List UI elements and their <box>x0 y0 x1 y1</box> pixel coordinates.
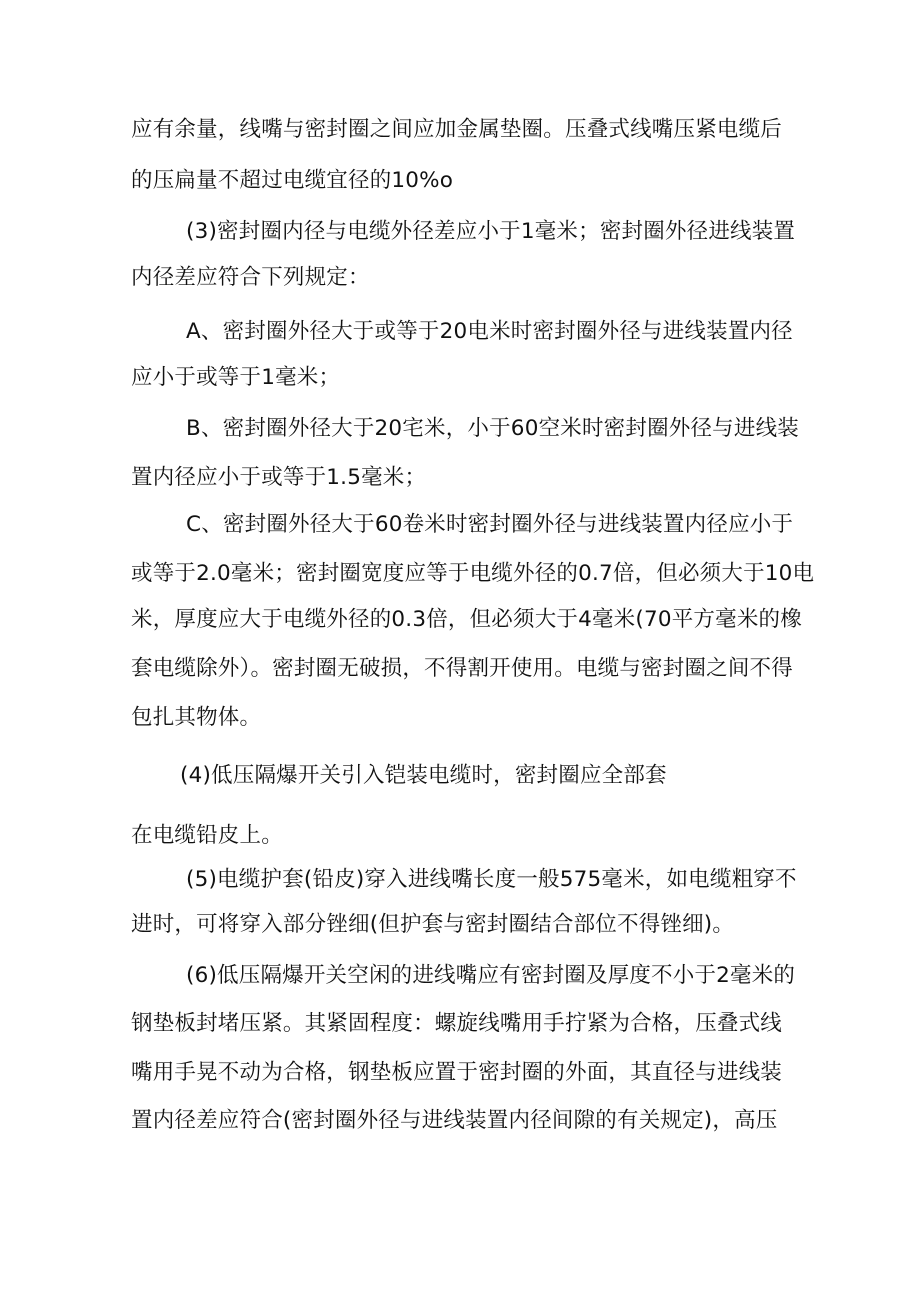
text-line: (4)低压隔爆开关引入铠装电缆时，密封圈应全部套 <box>180 763 667 788</box>
text-line: C、密封圈外径大于60卷米时密封圈外径与进线装置内径应小于 <box>186 512 794 537</box>
text-line: 套电缆除外）。密封圈无破损，不得割开使用。电缆与密封圈之间不得 <box>131 656 793 681</box>
text-line: 米，厚度应大于电缆外径的0.3倍，但必须大于4毫米(70平方毫米的橡 <box>131 607 802 632</box>
text-line: 应小于或等于1毫米； <box>131 365 341 390</box>
text-line: 钢垫板封堵压紧。其紧固程度：螺旋线嘴用手拧紧为合格，压叠式线 <box>131 1011 783 1036</box>
text-line: 或等于2.0毫米；密封圈宽度应等于电缆外径的0.7倍，但必须大于10电 <box>131 561 815 586</box>
text-line: B、密封圈外径大于20宅米，小于60空米时密封圈外径与进线装 <box>186 416 799 441</box>
text-line: 应有余量，线嘴与密封圈之间应加金属垫圈。压叠式线嘴压紧电缆后 <box>131 117 783 142</box>
text-line: A、密封圈外径大于或等于20电米时密封圈外径与进线装置内径 <box>186 319 793 344</box>
text-line: 置内径差应符合(密封圈外径与进线装置内径间隙的有关规定)，高压 <box>131 1108 778 1133</box>
text-line: 进时，可将穿入部分锉细(但护套与密封圈结合部位不得锉细)。 <box>131 912 735 937</box>
text-line: 的压扁量不超过电缆宜径的10%o <box>131 168 454 193</box>
text-line: (5)电缆护套(铅皮)穿入进线嘴长度一般575毫米，如电缆粗穿不 <box>186 867 797 892</box>
text-line: 在电缆铅皮上。 <box>131 823 283 848</box>
text-line: 包扎其物体。 <box>131 705 262 730</box>
text-line: 嘴用手晃不动为合格，钢垫板应置于密封圈的外面，其直径与进线装 <box>131 1060 783 1085</box>
text-line: 置内径应小于或等于1.5毫米； <box>131 465 427 490</box>
text-line: (3)密封圈内径与电缆外径差应小于1毫米；密封圈外径进线装置 <box>186 219 796 244</box>
text-line: (6)低压隔爆开关空闲的进线嘴应有密封圈及厚度不小于2毫米的 <box>186 963 796 988</box>
text-line: 内径差应符合下列规定： <box>131 265 370 290</box>
